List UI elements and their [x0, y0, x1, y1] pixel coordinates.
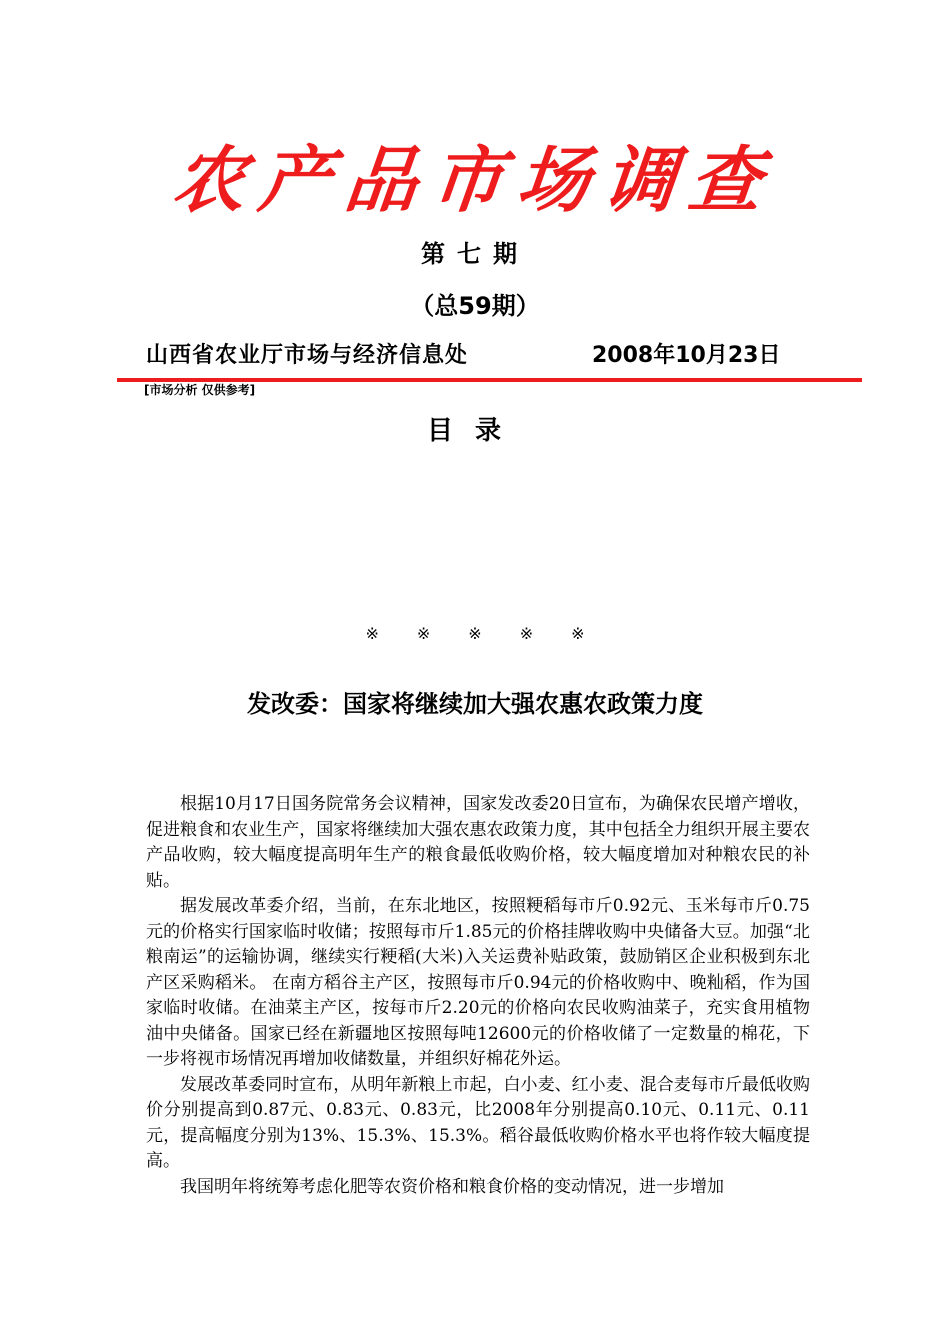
reference-note: [市场分析 仅供参考]	[144, 383, 256, 397]
article-paragraph: 我国明年将统筹考虑化肥等农资价格和粮食价格的变动情况，进一步增加	[180, 1176, 724, 1197]
section-divider: ※※※※※	[365, 624, 623, 643]
article-paragraph: 发展改革委同时宣布，从明年新粮上市起，白小麦、红小麦、混合麦每市斤最低收购价分别提高到0.87元、0.83元、0.83元，比2008年分别提高0.10元、0.11元、0.11元，提高幅度分别为13%、15.3%、15.3%。稻谷最低收购价格水平也将作较大幅度提高。	[146, 1074, 810, 1171]
issue-number: 第七期	[421, 240, 529, 268]
total-issue-number: （总59期）	[410, 292, 540, 320]
masthead-title: 农产品市场调查	[168, 137, 780, 222]
article-body	[146, 792, 810, 1200]
article-paragraph: 根据10月17日国务院常务会议精神，国家发改委20日宣布，为确保农民增产增收，促进粮食和农业生产，国家将继续加大强农惠农政策力度，其中包括全力组织开展主要农产品收购，较大幅度提高明年生产的粮食最低收购价格，较大幅度增加对种粮农民的补贴。	[146, 794, 810, 891]
article-paragraph: 据发展改革委介绍，当前，在东北地区，按照粳稻每市斤0.92元、玉米每市斤0.75元的价格实行国家临时收储；按照每市斤1.85元的价格挂牌收购中央储备大豆。加强“北粮南运”的运输协调，继续实行粳稻(大米)入关运费补贴政策，鼓励销区企业积极到东北产区采购稻米。 在南方稻谷主产区，按照每市斤0.94元的价格收购中、晚籼稻，作为国家临时收储。在油菜主产区，按每市斤2.20元的价格向农民收购油菜子，充实食用植物油中央储备。国家已经在新疆地区按照每吨12600元的价格收储了一定数量的棉花，下一步将视市场情况再增加收储数量，并组织好棉花外运。	[146, 896, 810, 1069]
article-headline: 发改委：国家将继续加大强农惠农政策力度	[247, 690, 703, 718]
publisher: 山西省农业厅市场与经济信息处	[146, 343, 469, 368]
toc-heading: 目录	[426, 416, 523, 446]
publish-date: 2008年10月23日	[592, 343, 781, 368]
